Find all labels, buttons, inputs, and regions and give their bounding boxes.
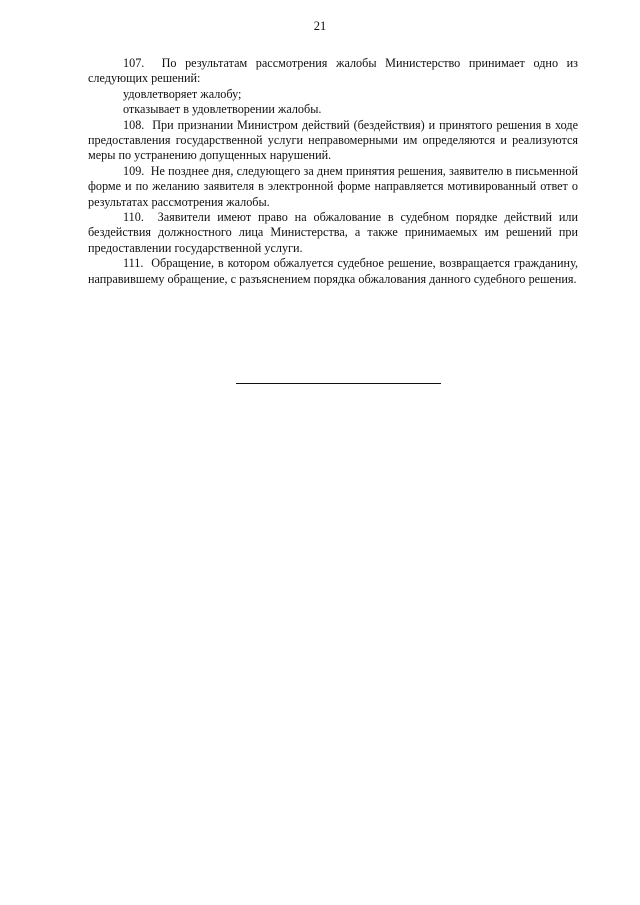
page-number: 21 (313, 19, 327, 33)
paragraph-108: 108. При признании Министром действий (бездействия) и принятого решения в ходе предоставления государственной услуги неправомерными им определяются и реализуются меры по устранению допущенных нарушений. (88, 117, 578, 163)
paragraph-109: 109. Не позднее дня, следующего за днем принятия решения, заявителю в письменной форме и по желанию заявителя в электронной форме направляется мотивированный ответ о результатах рассмотрения жалобы. (88, 163, 578, 209)
option-satisfy-complaint: удовлетворяет жалобу; (123, 86, 242, 101)
paragraph-107: 107. По результатам рассмотрения жалобы Министерство принимает одно из следующих решений: (88, 56, 578, 86)
paragraph-111: 111. Обращение, в котором обжалуется судебное решение, возвращается гражданину, направившему обращение, с разъяснением порядка обжалования данного судебного решения. (88, 256, 578, 286)
end-divider-line (236, 383, 441, 384)
option-reject-complaint: отказывает в удовлетворении жалобы. (123, 102, 322, 117)
paragraph-110: 110. Заявители имеют право на обжалование в судебном порядке действий или бездействия должностного лица Министерства, а также принимаемых им решений при предоставлении государственной услуги. (88, 210, 578, 255)
document-body (88, 56, 578, 287)
